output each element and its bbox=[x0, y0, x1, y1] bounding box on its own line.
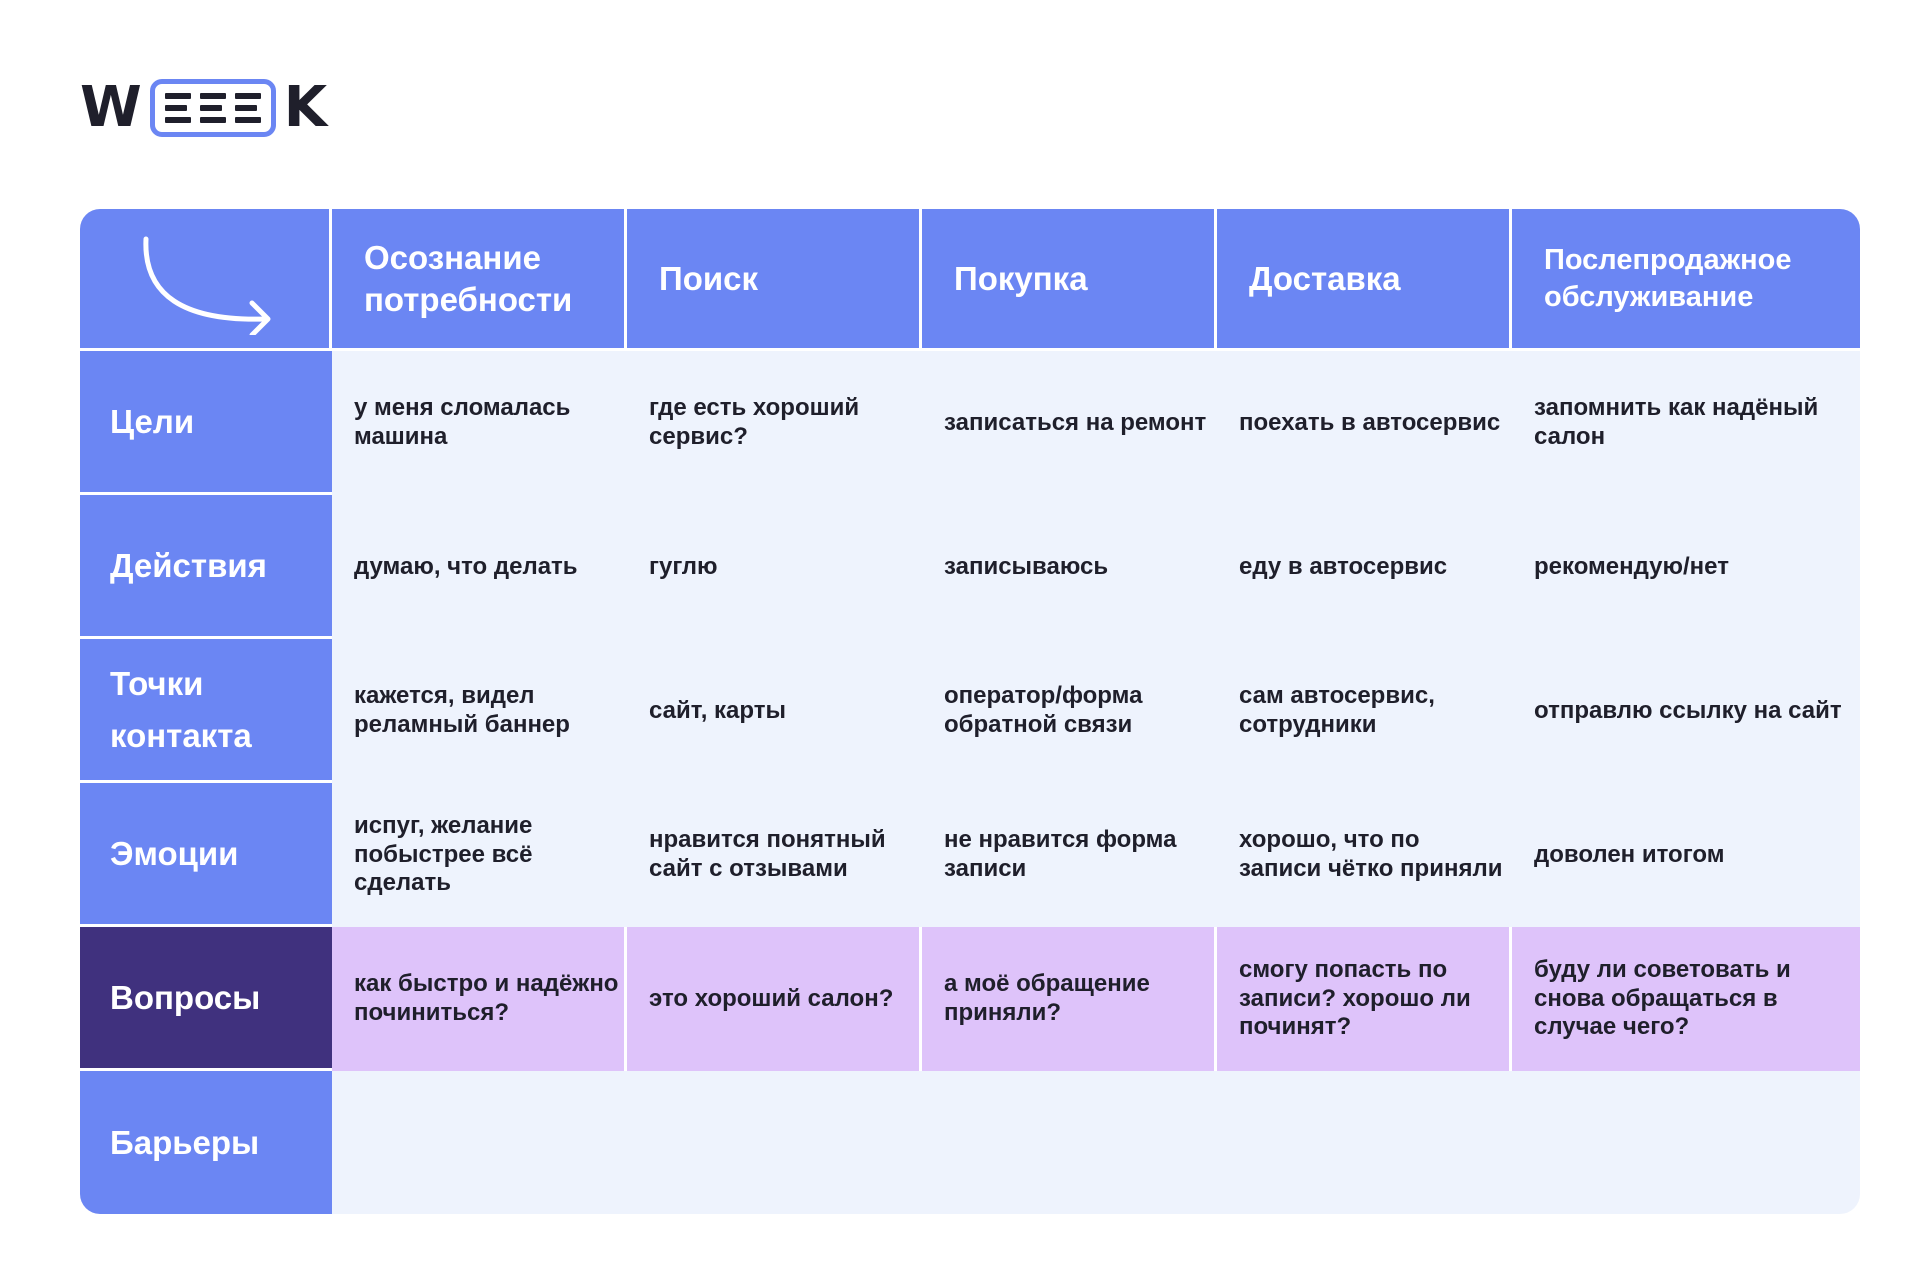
row-header-actions: Действия bbox=[80, 495, 332, 639]
table-cell: запомнить как надёный салон bbox=[1512, 351, 1860, 495]
table-cell: кажется, видел реламный баннер bbox=[332, 639, 627, 783]
table-cell: думаю, что делать bbox=[332, 495, 627, 639]
table-cell bbox=[627, 1071, 922, 1214]
table-cell-question: как быстро и надёжно починиться? bbox=[332, 927, 627, 1071]
logo-e-glyph bbox=[200, 93, 226, 123]
row-header-emotions: Эмоции bbox=[80, 783, 332, 927]
table-cell: отправлю ссылку на сайт bbox=[1512, 639, 1860, 783]
table-cell-question: буду ли советовать и снова обращаться в случае чего? bbox=[1512, 927, 1860, 1071]
table-cell: испуг, желание побыстрее всё сделать bbox=[332, 783, 627, 927]
table-cell: не нравится форма записи bbox=[922, 783, 1217, 927]
stage-header-awareness: Осознание потребности bbox=[332, 209, 627, 351]
table-cell: хорошо, что по записи чётко приняли bbox=[1217, 783, 1512, 927]
table-cell: сайт, карты bbox=[627, 639, 922, 783]
table-cell: доволен итогом bbox=[1512, 783, 1860, 927]
corner-cell bbox=[80, 209, 332, 351]
table-cell: оператор/форма обратной связи bbox=[922, 639, 1217, 783]
table-cell bbox=[922, 1071, 1217, 1214]
row-header-questions: Вопросы bbox=[80, 927, 332, 1071]
logo-letter-w: W bbox=[80, 75, 142, 140]
logo-eee-box bbox=[150, 79, 276, 137]
stage-header-delivery: Доставка bbox=[1217, 209, 1512, 351]
table-cell: рекомендую/нет bbox=[1512, 495, 1860, 639]
table-cell: нравится понятный сайт с отзывами bbox=[627, 783, 922, 927]
table-cell: записываюсь bbox=[922, 495, 1217, 639]
table-cell: записаться на ремонт bbox=[922, 351, 1217, 495]
table-cell-question: это хороший салон? bbox=[627, 927, 922, 1071]
row-header-goals: Цели bbox=[80, 351, 332, 495]
curved-arrow-icon bbox=[140, 235, 280, 335]
table-cell-question: смогу попасть по записи? хорошо ли починят? bbox=[1217, 927, 1512, 1071]
table-cell: у меня сломалась машина bbox=[332, 351, 627, 495]
table-cell: сам автосервис, сотрудники bbox=[1217, 639, 1512, 783]
stage-header-aftersales: Послепродажное обслуживание bbox=[1512, 209, 1860, 351]
row-header-barriers: Барьеры bbox=[80, 1071, 332, 1214]
stage-header-search: Поиск bbox=[627, 209, 922, 351]
table-cell bbox=[1217, 1071, 1512, 1214]
logo-letter-k: K bbox=[283, 75, 328, 140]
table-cell: поехать в автосервис bbox=[1217, 351, 1512, 495]
table-cell: еду в автосервис bbox=[1217, 495, 1512, 639]
logo-e-glyph bbox=[235, 93, 261, 123]
table-cell: гуглю bbox=[627, 495, 922, 639]
stage-header-purchase: Покупка bbox=[922, 209, 1217, 351]
weeek-logo bbox=[80, 76, 327, 140]
table-cell: где есть хороший сервис? bbox=[627, 351, 922, 495]
row-header-touchpoints: Точки контакта bbox=[80, 639, 332, 783]
logo-e-glyph bbox=[165, 93, 191, 123]
customer-journey-map bbox=[80, 209, 1860, 1214]
table-cell bbox=[1512, 1071, 1860, 1214]
table-cell-question: а моё обращение приняли? bbox=[922, 927, 1217, 1071]
table-cell bbox=[332, 1071, 627, 1214]
